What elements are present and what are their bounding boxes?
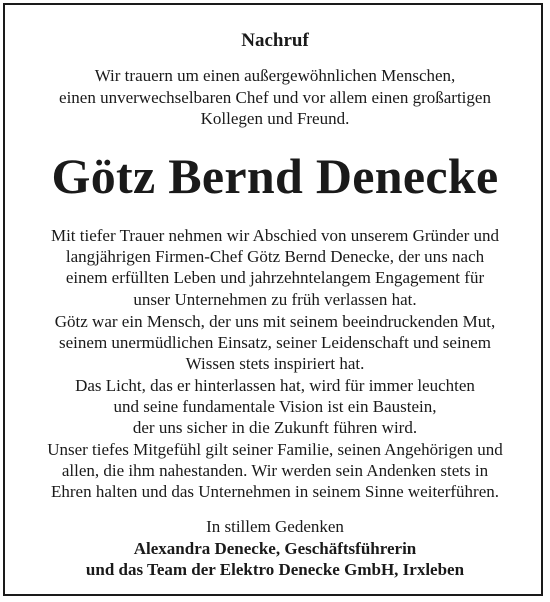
notice-heading: Nachruf: [241, 30, 309, 51]
paragraph-line: der uns sicher in die Zukunft führen wird.: [132, 418, 418, 438]
closing-signature: [0, 516, 550, 581]
paragraph-character: [0, 311, 550, 375]
paragraph-line: Götz war ein Mensch, der uns mit seinem beeindruckenden Mut,: [54, 312, 496, 331]
paragraph-line: seinem unermüdlichen Einsatz, seiner Leidenschaft und seinem: [59, 333, 491, 353]
paragraph-line: langjährigen Firmen-Chef Götz Bernd Denecke, der uns nach: [65, 247, 485, 267]
paragraph-line: Unser tiefes Mitgefühl gilt seiner Familie, seinen Angehörigen und: [47, 440, 503, 459]
paragraph-line: Das Licht, das er hinterlassen hat, wird für immer leuchten: [75, 376, 475, 395]
intro-text: [0, 65, 550, 130]
paragraph-line: einem erfüllten Leben und jahrzehntelangem Engagement für: [65, 268, 485, 288]
intro-line: einen unverwechselbaren Chef und vor allem einen großartigen: [59, 87, 491, 107]
paragraph-condolence: [0, 439, 550, 503]
paragraph-line: Ehren halten und das Unternehmen in seinem Sinne weiterführen.: [50, 482, 499, 502]
intro-line: Kollegen und Freund.: [200, 109, 350, 128]
paragraph-line: Wissen stets inspiriert hat.: [185, 354, 365, 374]
deceased-name: Götz Bernd Denecke: [51, 148, 499, 204]
signer-line: und das Team der Elektro Denecke GmbH, Irxleben: [85, 560, 465, 579]
paragraph-line: allen, die ihm nahestanden. Wir werden sein Andenken stets in: [61, 461, 489, 481]
paragraph-line: unser Unternehmen zu früh verlassen hat.: [133, 289, 417, 309]
paragraph-line: und seine fundamentale Vision ist ein Baustein,: [113, 397, 437, 417]
intro-line: Wir trauern um einen außergewöhnlichen Menschen,: [94, 66, 456, 85]
signer-line: Alexandra Denecke, Geschäftsführerin: [133, 538, 417, 558]
remembrance-line: In stillem Gedenken: [206, 517, 344, 536]
paragraph-farewell: [0, 225, 550, 310]
paragraph-line: Mit tiefer Trauer nehmen wir Abschied von unserem Gründer und: [50, 226, 500, 245]
paragraph-legacy: [0, 375, 550, 439]
